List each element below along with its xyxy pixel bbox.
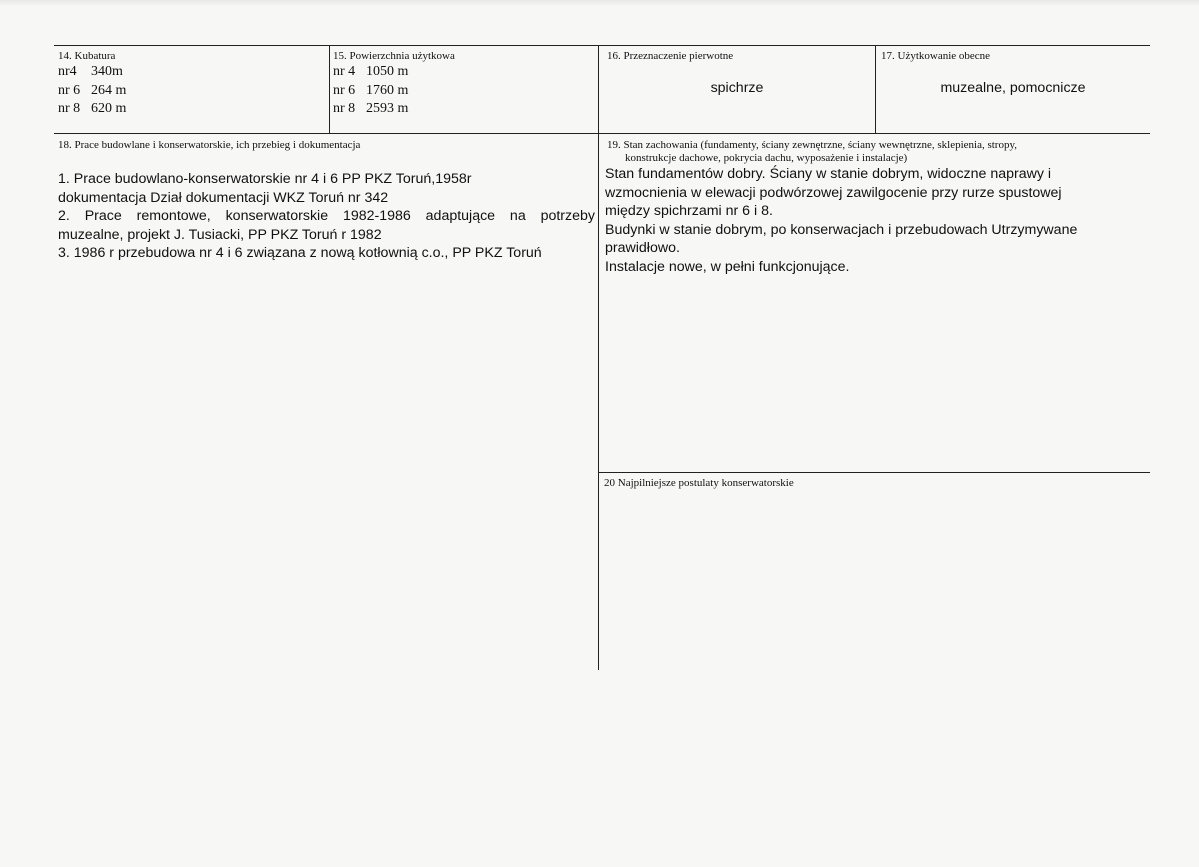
field-19-line: wzmocnienia w elewacji podwórzowej zawilgocenie przy rurze spustowej	[605, 184, 1062, 201]
field-15-label: 15. Powierzchnia użytkowa	[333, 50, 455, 62]
field-18-line: muzealne, projekt J. Tusiacki, PP PKZ Toruń r 1982	[58, 226, 382, 243]
field-18-line: 2. Prace remontowe, konserwatorskie 1982-1986 adaptujące na potrzeby	[58, 208, 595, 224]
field-15-row: nr 4 1050 m	[333, 64, 409, 79]
field-19-line: prawidłowo.	[605, 240, 680, 256]
field-16-value: spichrze	[710, 80, 764, 96]
field-17-value: muzealne, pomocnicze	[940, 80, 1086, 96]
top-border	[54, 45, 1150, 46]
field-19-line: Instalacje nowe, w pełni funkcjonujące.	[605, 258, 850, 275]
row-divider	[54, 133, 1150, 134]
field-18-line: dokumentacja Dział dokumentacji WKZ Toruń nr 342	[58, 189, 389, 206]
field-14-row: nr4 340m	[58, 64, 123, 79]
field-15-row: nr 6 1760 m	[333, 82, 409, 98]
field-18-line: 3. 1986 r przebudowa nr 4 i 6 związana z nową kotłownią c.o., PP PKZ Toruń	[58, 245, 542, 261]
col-divider-main	[598, 45, 599, 670]
field-15-values	[333, 63, 408, 119]
field-19-line: Budynki w stanie dobrym, po konserwacjach i przebudowach Utrzymywane	[605, 221, 1078, 238]
field-19-line: Stan fundamentów dobry. Ściany w stanie dobrym, widoczne naprawy i	[605, 166, 1052, 182]
field-19-text	[605, 165, 1145, 276]
section-divider-20	[599, 472, 1150, 473]
field-14-values	[58, 63, 126, 119]
field-19-label: 19. Stan zachowania (fundamenty, ściany zewnętrzne, ściany wewnętrzne, sklepienia, stropy,	[607, 139, 1018, 151]
field-17-label: 17. Użytkowanie obecne	[881, 50, 991, 62]
field-14-row: nr 6 264 m	[58, 82, 127, 98]
field-14-row: nr 8 620 m	[58, 101, 127, 116]
field-19-line: między spichrzami nr 6 i 8.	[605, 203, 773, 219]
field-18-line: 1. Prace budowlano-konserwatorskie nr 4 i 6 PP PKZ Toruń,1958r	[58, 171, 472, 187]
field-15-row: nr 8 2593 m	[333, 101, 409, 116]
col-divider-14-15	[329, 45, 330, 133]
field-18-text	[58, 170, 595, 263]
field-20-label: 20 Najpilniejsze postulaty konserwatorskie	[604, 477, 794, 489]
field-16-label: 16. Przeznaczenie pierwotne	[607, 50, 734, 62]
field-18-label: 18. Prace budowlane i konserwatorskie, ich przebieg i dokumentacja	[58, 139, 361, 151]
field-14-label: 14. Kubatura	[58, 50, 116, 62]
field-19-label-continued: konstrukcje dachowe, pokrycia dachu, wyposażenie i instalacje)	[625, 152, 908, 164]
